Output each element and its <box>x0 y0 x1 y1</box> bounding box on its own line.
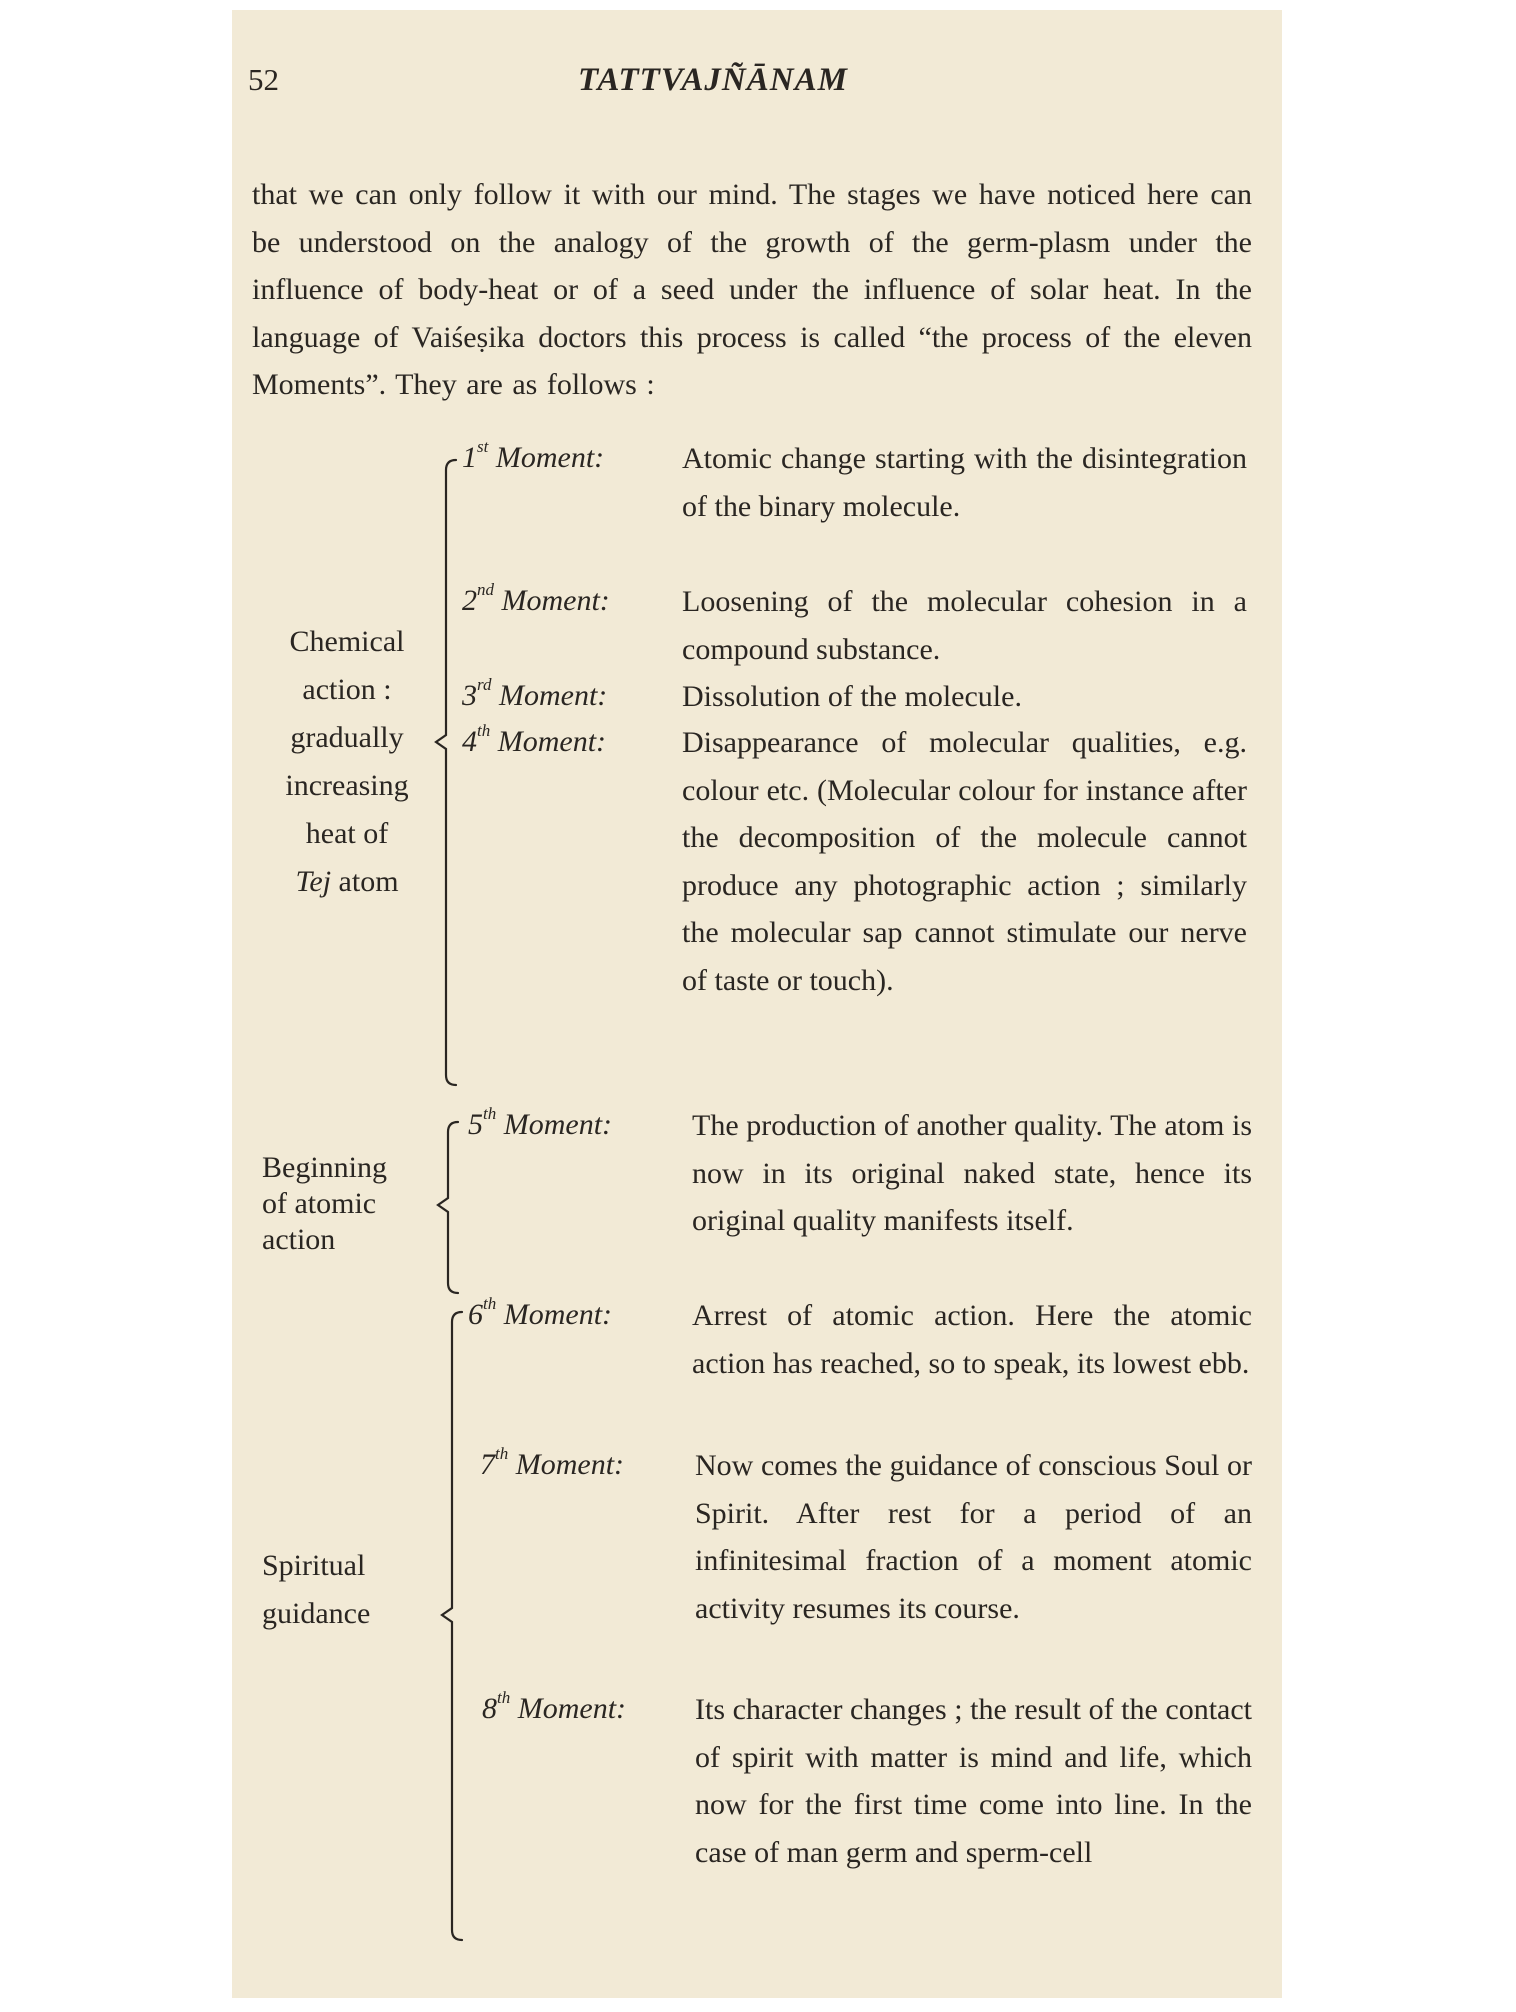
group-label-line: action <box>262 1223 336 1256</box>
group-label-line: action : <box>302 673 392 706</box>
group-label-line: Spiritual <box>262 1549 366 1582</box>
group-label-chemical-action <box>262 618 432 906</box>
moment-label: 6th Moment: <box>468 1294 613 1331</box>
group-label-line: of atomic <box>262 1187 377 1220</box>
group-label-line: increasing <box>285 769 409 802</box>
moment-description: Its character changes ; the result of the contact of spirit with matter is mind and life, which now for the first time come into line. In the case of man germ and sperm-cell <box>695 1693 1252 1869</box>
moment-description: The production of another quality. The atom is now in its original naked state, hence its original quality manifests itself. <box>692 1109 1252 1237</box>
brace-atomic-action <box>438 1122 458 1293</box>
brace-chemical-action <box>436 460 456 1085</box>
page-number: 52 <box>248 62 279 97</box>
group-label-atomic-action <box>262 1150 432 1258</box>
moment-description: Loosening of the molecular cohesion in a compound substance. <box>682 585 1247 666</box>
moment-description: Dissolution of the molecule. <box>682 680 1022 713</box>
moment-label: 7th Moment: <box>480 1444 625 1481</box>
moment-label: 4th Moment: <box>462 721 607 758</box>
moment-description: Arrest of atomic action. Here the atomic action has reached, so to speak, its lowest ebb. <box>692 1299 1252 1380</box>
group-label-line: Chemical <box>289 625 405 658</box>
moment-label: 3rd Moment: <box>462 675 608 712</box>
group-label-line: Tej atom <box>295 865 399 898</box>
book-title: TATTVAJÑĀNAM <box>578 62 848 98</box>
intro-paragraph: that we can only follow it with our mind. The stages we have noticed here can be understood on the analogy of the growth of the germ-plasm under the influence of body-heat or of a seed under the influence of solar heat. In the language of Vaiśeṣika doctors this process is called “the process of the eleven Moments”. They are as follows : <box>252 178 1252 402</box>
brace-spiritual-guidance <box>442 1312 462 1940</box>
group-label-spiritual-guidance <box>262 1542 422 1638</box>
moment-description: Disappearance of molecular qualities, e.g. colour etc. (Molecular colour for instance after the decomposition of the molecule cannot produce any photographic action ; similarly the molecular sap cannot stimulate our nerve of taste or touch). <box>682 726 1247 997</box>
group-label-line: guidance <box>262 1597 371 1630</box>
moment-label: 1st Moment: <box>462 437 605 474</box>
group-label-line: heat of <box>305 817 389 850</box>
moment-description: Now comes the guidance of conscious Soul or Spirit. After rest for a period of an infinitesimal fraction of a moment atomic activity resumes its course. <box>695 1449 1252 1625</box>
group-label-line: Beginning <box>262 1151 387 1184</box>
group-label-line: gradually <box>290 721 404 754</box>
moment-description: Atomic change starting with the disintegration of the binary molecule. <box>682 442 1247 523</box>
moment-label: 8th Moment: <box>482 1688 627 1725</box>
moment-label: 2nd Moment: <box>462 580 610 617</box>
moment-label: 5th Moment: <box>468 1104 613 1141</box>
